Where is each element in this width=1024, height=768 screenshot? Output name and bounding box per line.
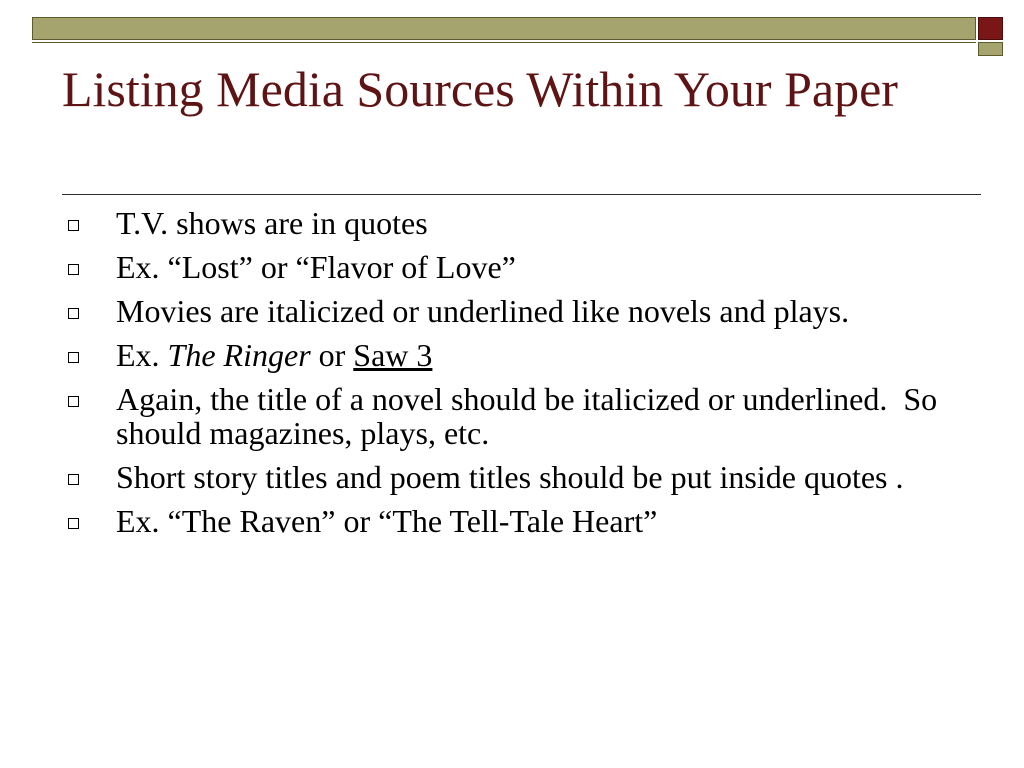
title-divider bbox=[62, 194, 981, 195]
square-bullet-icon bbox=[68, 474, 79, 485]
bullet-text: Short story titles and poem titles should be put inside quotes . bbox=[116, 459, 904, 495]
bullet-text: T.V. shows are in quotes bbox=[116, 205, 428, 241]
bullet-text: Movies are italicized or underlined like novels and plays. bbox=[116, 293, 850, 329]
bullet-item bbox=[62, 504, 982, 538]
square-bullet-icon bbox=[68, 352, 79, 363]
bullet-list bbox=[62, 206, 982, 548]
bullet-text: Ex. “Lost” or “Flavor of Love” bbox=[116, 249, 516, 285]
italic-title: The Ringer bbox=[167, 337, 311, 373]
bullet-item bbox=[62, 250, 982, 284]
bullet-text: Ex. “The Raven” or “The Tell-Tale Heart” bbox=[116, 503, 658, 539]
square-bullet-icon bbox=[68, 264, 79, 275]
bullet-prefix: Ex. bbox=[116, 337, 168, 373]
square-bullet-icon bbox=[68, 220, 79, 231]
bullet-item bbox=[62, 382, 982, 450]
slide-title: Listing Media Sources Within Your Paper bbox=[62, 61, 898, 117]
underlined-title: Saw 3 bbox=[353, 337, 433, 373]
square-bullet-icon bbox=[68, 396, 79, 407]
bullet-connector: or bbox=[310, 337, 354, 373]
header-bar bbox=[32, 17, 976, 40]
header-rule bbox=[32, 42, 976, 56]
bullet-item bbox=[62, 294, 982, 328]
corner-square-red bbox=[978, 17, 1003, 40]
square-bullet-icon bbox=[68, 308, 79, 319]
corner-square-olive bbox=[978, 42, 1003, 56]
bullet-item bbox=[62, 206, 982, 240]
bullet-text: Again, the title of a novel should be italicized or underlined. So should magazines, plays, etc. bbox=[116, 381, 946, 451]
bullet-item bbox=[62, 338, 982, 372]
bullet-item bbox=[62, 460, 982, 494]
square-bullet-icon bbox=[68, 518, 79, 529]
